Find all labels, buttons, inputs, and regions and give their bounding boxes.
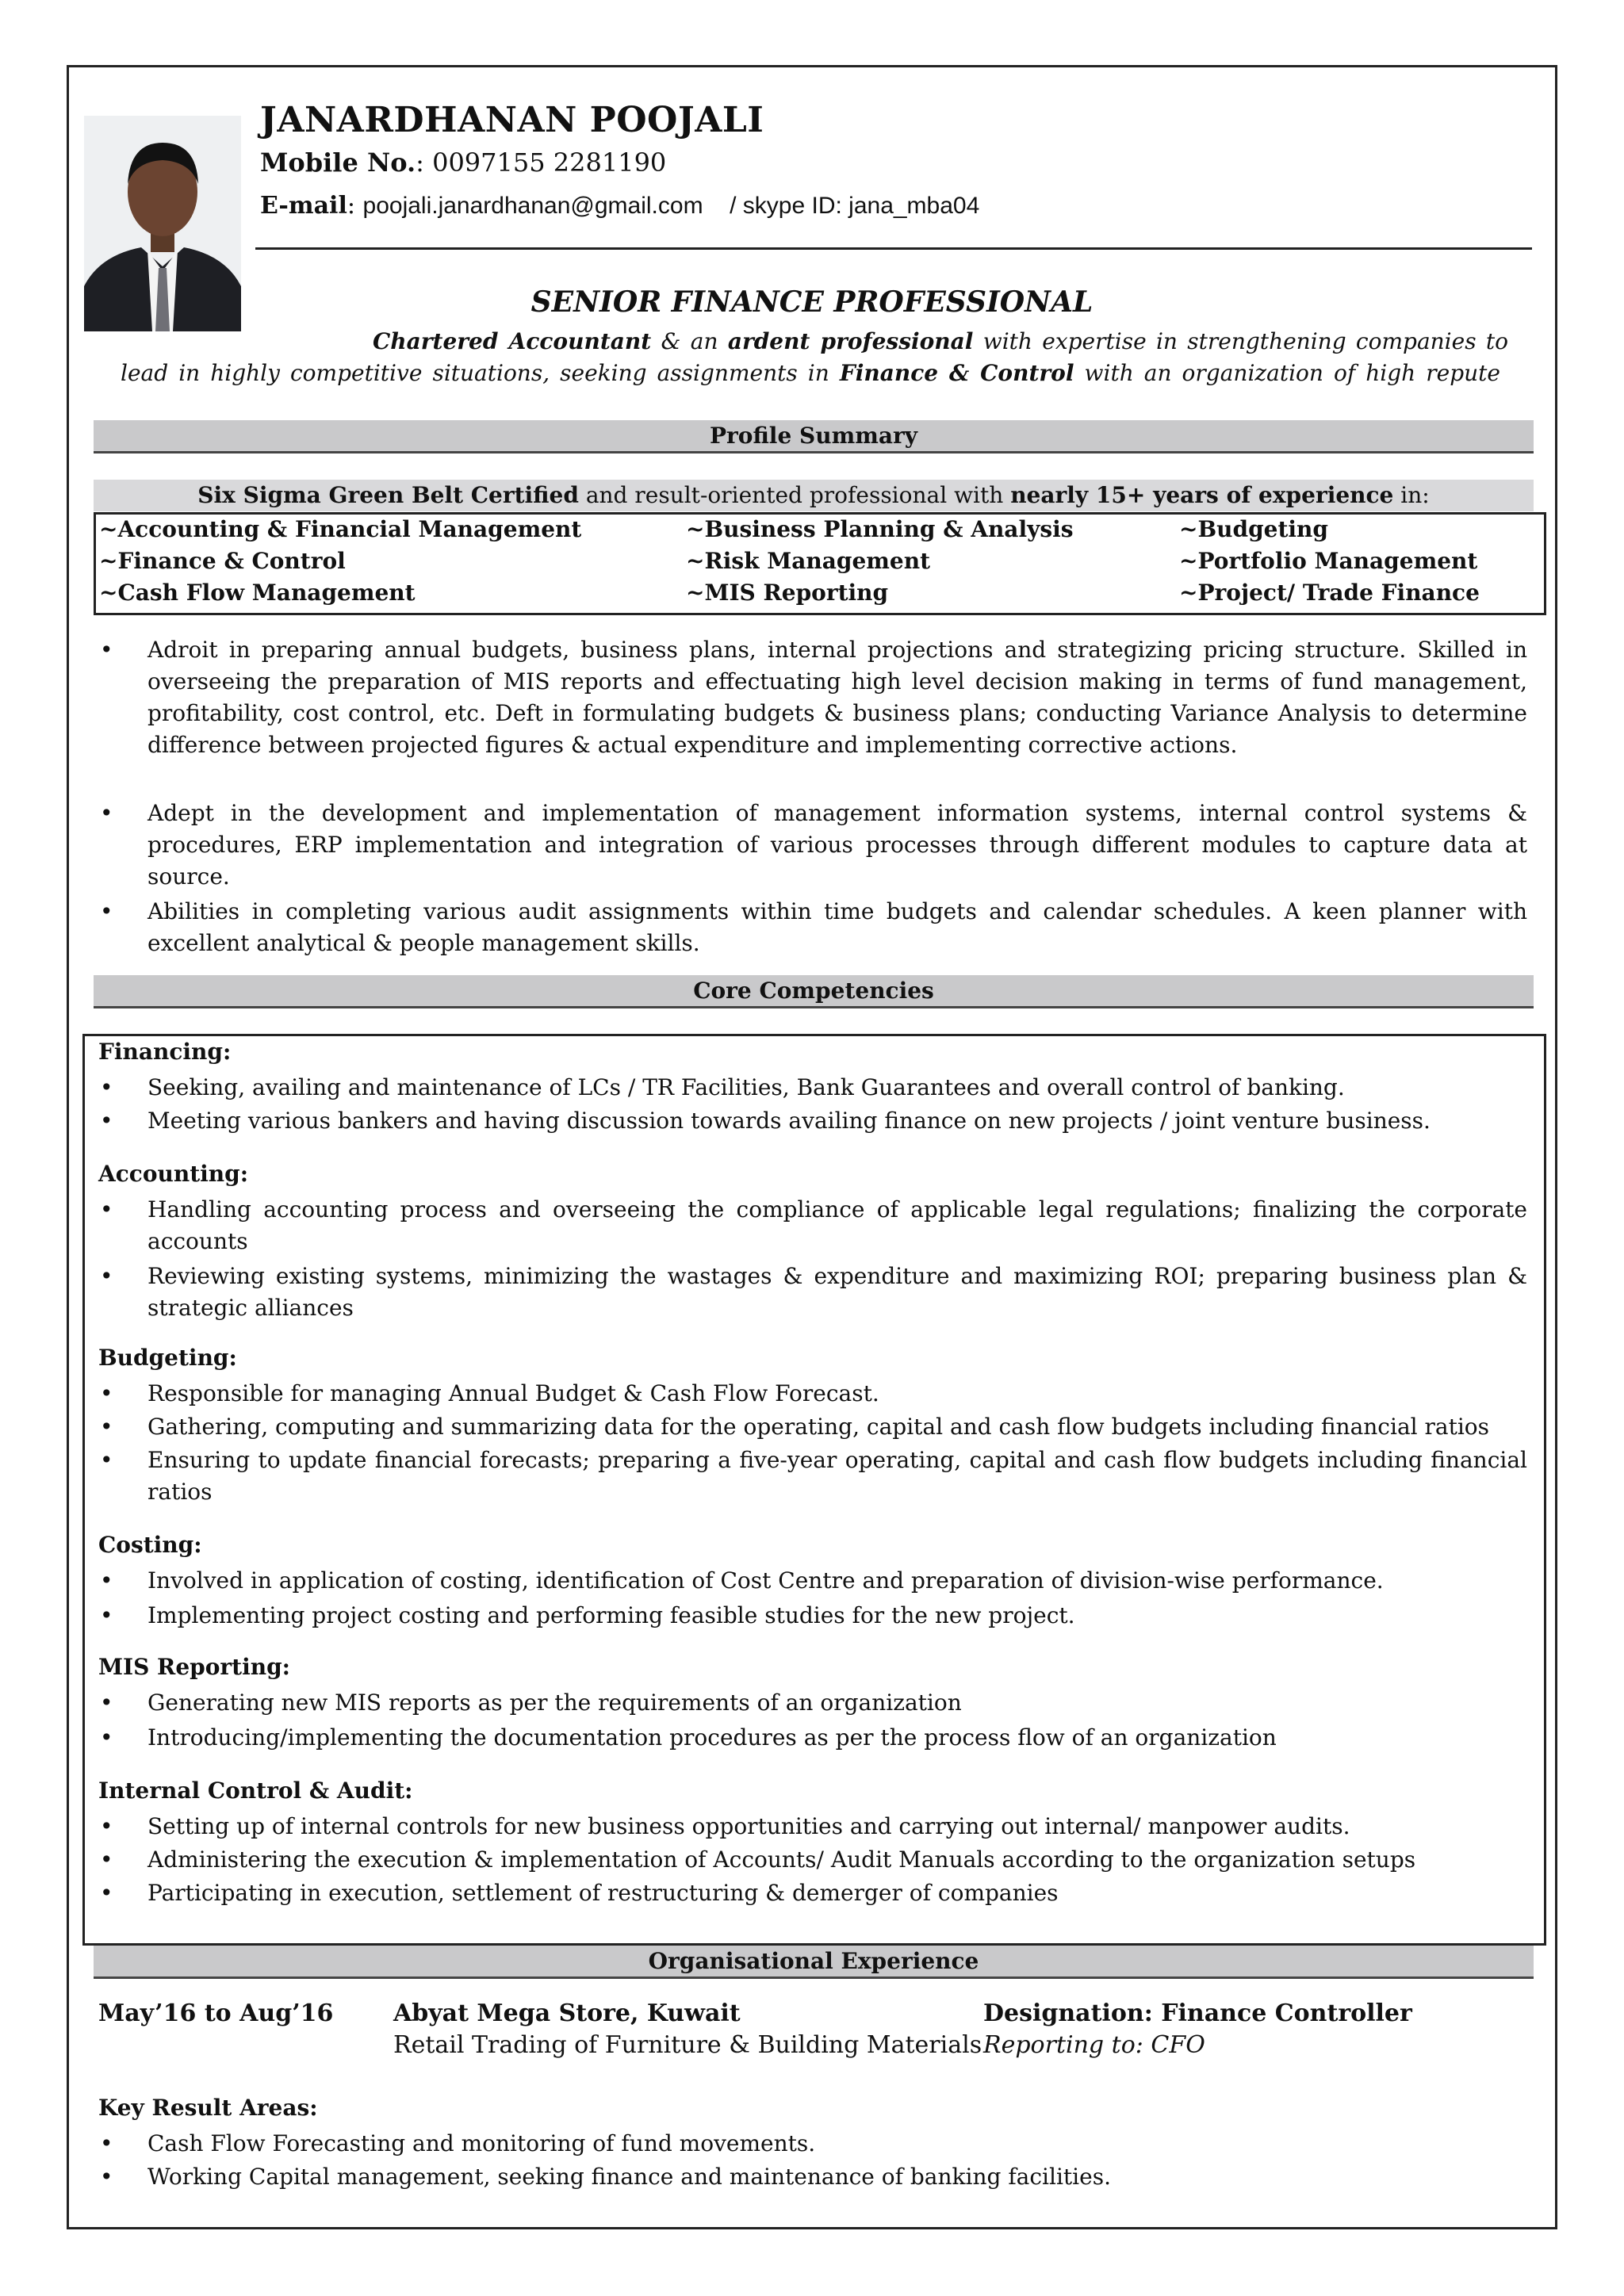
list-item [95,1105,1527,1137]
bullet-dot-icon: • [100,1689,113,1716]
bullet-text: Abilities in completing various audit assignments within time budgets and calendar schedules. A keen planner with excellent analytical & people management skills. [147,898,1527,956]
bullet-dot-icon: • [100,2164,113,2190]
bullet-text: Working Capital management, seeking finance and maintenance of banking facilities. [147,2164,1111,2190]
profile-bullets [95,634,1527,761]
list-item [95,1565,1527,1597]
bullet-text: Seeking, availing and maintenance of LCs / TR Facilities, Bank Guarantees and overall control of banking. [147,1074,1345,1100]
bullet-text: Administering the execution & implementation of Accounts/ Audit Manuals according to the organization setups [147,1846,1416,1873]
intro-text: in: [1393,482,1430,508]
bullet-text: Setting up of internal controls for new business opportunities and carrying out internal/ manpower audits. [147,1813,1350,1839]
bullet-dot-icon: • [100,637,113,663]
competency-list [95,1565,1527,1632]
list-item [95,1411,1527,1443]
skype-id: / skype ID: jana_mba04 [730,193,980,219]
bullet-text: Introducing/implementing the documentation procedures as per the process flow of an organization [147,1724,1277,1751]
bullet-text: Ensuring to update financial forecasts; preparing a five-year operating, capital and cash flow budgets including financial ratios [147,1447,1527,1505]
key-result-areas-heading: Key Result Areas: [98,2095,318,2121]
expertise-item: ~Cash Flow Management [99,580,416,606]
headline-finance-control: Finance & Control [839,360,1074,386]
bullet-text: Adept in the development and implementation of management information systems, internal control systems & procedures, ERP implementation and integration of various processes through different modules to capture data at source. [147,800,1527,890]
headline-ardent-professional: ardent professional [727,328,974,354]
years-of-experience: nearly 15+ years of experience [1010,482,1394,508]
bullet-text: Handling accounting process and overseeing the compliance of applicable legal regulations; finalizing the corporate accounts [147,1196,1527,1254]
bullet-dot-icon: • [100,1724,113,1751]
header-divider [255,247,1532,250]
competency-list [95,1811,1527,1909]
list-item [95,1445,1527,1508]
bullet-dot-icon: • [100,800,113,826]
company-business: Retail Trading of Furniture & Building Materials [393,2031,982,2059]
list-item [95,1811,1527,1843]
list-item [95,1378,1527,1410]
expertise-item: ~Project/ Trade Finance [1179,580,1480,606]
competency-list [95,1687,1527,1754]
candidate-name: JANARDHANAN POOJALI [260,100,764,140]
expertise-box [94,512,1546,615]
list-item [95,1600,1527,1632]
headline-text: lead in highly competitive situations, seeking assignments in [121,360,840,386]
list-item [95,1687,1527,1719]
list-item [95,634,1527,761]
expertise-item: ~Risk Management [686,548,931,574]
competency-list [95,1072,1527,1137]
bullet-dot-icon: • [100,1074,113,1100]
list-item [95,798,1527,893]
bullet-text: Cash Flow Forecasting and monitoring of fund movements. [147,2130,816,2156]
expertise-item: ~Budgeting [1179,516,1328,542]
bullet-dot-icon: • [100,2130,113,2156]
bullet-dot-icon: • [100,1108,113,1134]
bullet-dot-icon: • [100,1880,113,1906]
list-item [95,1261,1527,1324]
email-address[interactable]: poojali.janardhanan@gmail.com [362,193,703,219]
expertise-item: ~Business Planning & Analysis [686,516,1074,542]
competency-list [95,1194,1527,1324]
bullet-dot-icon: • [100,1196,113,1223]
headline-text: with an organization of high repute [1074,360,1501,386]
email-separator: : [347,192,363,220]
bullet-text: Meeting various bankers and having discussion towards availing finance on new projects / joint venture business. [147,1108,1431,1134]
competency-heading: Budgeting: [98,1345,237,1371]
job-period: May’16 to Aug’16 [98,1999,334,2027]
competency-heading: Accounting: [98,1161,249,1187]
expertise-item: ~Accounting & Financial Management [99,516,582,542]
list-item [95,2161,1527,2193]
list-item [95,1844,1527,1876]
profile-bullets [95,798,1527,893]
competency-heading: Internal Control & Audit: [98,1777,413,1804]
section-organisational-experience: Organisational Experience [94,1946,1534,1979]
six-sigma-certification: Six Sigma Green Belt Certified [197,482,579,508]
bullet-text: Adroit in preparing annual budgets, business plans, internal projections and strategizing pricing structure. Skilled in overseeing the preparation of MIS reports and effectuating high level decision making in terms of fund management, profitability, cost control, etc. Deft in formulating budgets & business plans; conducting Variance Analysis to determine difference between projected figures & actual expenditure and implementing corrective actions. [147,637,1527,758]
competency-heading: Financing: [98,1039,232,1065]
bullet-dot-icon: • [100,1263,113,1289]
list-item [95,1877,1527,1909]
competency-heading: Costing: [98,1532,202,1558]
intro-text: and result-oriented professional with [578,482,1011,508]
headline-title: SENIOR FINANCE PROFESSIONAL [530,285,1094,319]
list-item [95,1722,1527,1754]
email-line [260,192,979,220]
headline-text: with expertise in strengthening companies to [973,328,1508,354]
competency-list [95,1378,1527,1508]
bullet-dot-icon: • [100,1813,113,1839]
bullet-dot-icon: • [100,1414,113,1440]
list-item [95,896,1527,959]
bullet-dot-icon: • [100,898,113,924]
mobile-label: Mobile No. [260,147,416,178]
bullet-dot-icon: • [100,1602,113,1628]
profile-intro [94,480,1534,511]
section-core-competencies: Core Competencies [94,975,1534,1008]
company-name: Abyat Mega Store, Kuwait [393,1999,741,2027]
headline-line-2 [121,360,1500,386]
list-item [95,2128,1527,2160]
bullet-text: Generating new MIS reports as per the requirements of an organization [147,1689,962,1716]
section-profile-summary: Profile Summary [94,420,1534,453]
list-item [95,1194,1527,1257]
bullet-text: Involved in application of costing, identification of Cost Centre and preparation of division-wise performance. [147,1567,1384,1594]
headline-chartered-accountant: Chartered Accountant [373,328,652,354]
designation: Designation: Finance Controller [983,1999,1412,2027]
mobile-line [260,147,666,178]
bullet-text: Participating in execution, settlement of restructuring & demerger of companies [147,1880,1059,1906]
headline-text: & an [651,328,728,354]
list-item [95,1072,1527,1104]
headline-line-1 [373,328,1508,354]
bullet-dot-icon: • [100,1380,113,1406]
bullet-text: Responsible for managing Annual Budget & Cash Flow Forecast. [147,1380,879,1406]
email-label: E-mail [260,192,347,220]
bullet-dot-icon: • [100,1447,113,1473]
competency-heading: MIS Reporting: [98,1654,290,1680]
mobile-number: 0097155 2281190 [432,147,667,178]
profile-bullets [95,896,1527,959]
mobile-separator: : [416,147,433,178]
bullet-text: Implementing project costing and performing feasible studies for the new project. [147,1602,1075,1628]
kra-list [95,2128,1527,2193]
expertise-item: ~MIS Reporting [686,580,889,606]
bullet-text: Gathering, computing and summarizing data for the operating, capital and cash flow budgets including financial ratios [147,1414,1490,1440]
expertise-item: ~Portfolio Management [1179,548,1478,574]
bullet-text: Reviewing existing systems, minimizing the wastages & expenditure and maximizing ROI; preparing business plan & strategic alliances [147,1263,1527,1321]
reporting-to: Reporting to: CFO [983,2031,1205,2059]
bullet-dot-icon: • [100,1567,113,1594]
expertise-item: ~Finance & Control [99,548,346,574]
bullet-dot-icon: • [100,1846,113,1873]
